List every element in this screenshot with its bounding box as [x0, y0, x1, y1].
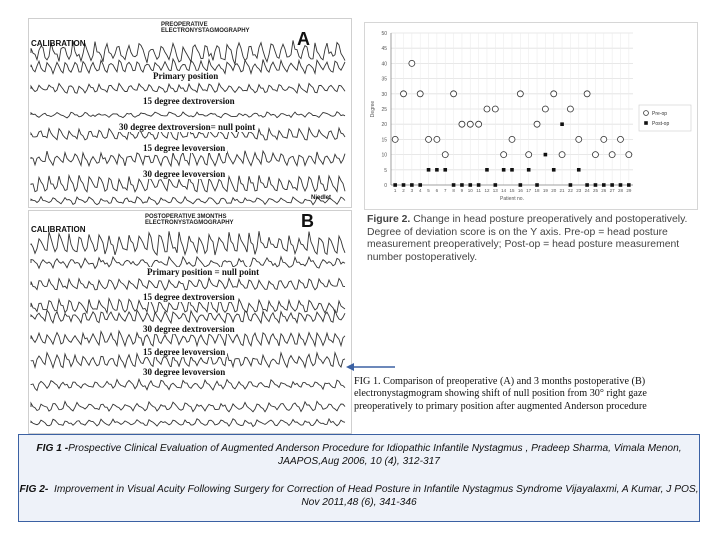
- data-point-postop: [477, 183, 481, 187]
- data-point-postop: [619, 183, 623, 187]
- x-tick-label: 7: [443, 188, 447, 193]
- panel-a-letter: A: [297, 29, 310, 49]
- data-point-postop: [527, 168, 531, 172]
- eng-trace-line: [31, 112, 345, 118]
- x-tick-label: 29: [626, 188, 632, 193]
- x-tick-label: 6: [435, 188, 439, 193]
- data-point-preop: [409, 60, 415, 66]
- y-tick-label: 20: [381, 122, 387, 129]
- data-point-postop: [410, 183, 414, 187]
- data-point-preop: [617, 136, 623, 142]
- eng-trace-line: [31, 310, 345, 323]
- legend-box: [639, 105, 691, 131]
- data-point-preop: [601, 136, 607, 142]
- data-point-preop: [442, 152, 448, 158]
- data-point-preop: [426, 136, 432, 142]
- data-point-postop: [519, 183, 523, 187]
- data-point-preop: [451, 91, 457, 97]
- y-tick-label: 5: [384, 167, 387, 174]
- data-point-postop: [435, 168, 439, 172]
- eng-panel-a: [28, 18, 352, 208]
- x-tick-label: 3: [410, 188, 414, 193]
- x-tick-label: 8: [452, 188, 455, 193]
- x-tick-label: 10: [467, 188, 473, 193]
- y-tick-label: 0: [384, 183, 387, 189]
- x-tick-label: 22: [567, 188, 573, 193]
- data-point-postop: [452, 183, 456, 187]
- data-point-preop: [417, 91, 423, 97]
- data-point-preop: [467, 121, 473, 127]
- data-point-preop: [526, 152, 532, 158]
- x-tick-label: 13: [492, 188, 498, 193]
- panel-b-header: POSTOPERATIVE 3MONTHS ELECTRONYSTAGMOGRAPHY: [145, 214, 234, 226]
- trace-label-b-levo15: 15 degree levoversion: [143, 347, 226, 357]
- reference-fig2-text: Improvement in Visual Acuity Following Surgery for Correction of Head Posture in Infantile Nystagmus Syndrome Vijayalaxmi, A Kumar, J POS, Nov 2011,48 (6), 341-346: [54, 484, 699, 508]
- y-tick-label: 30: [381, 91, 387, 98]
- figure2-caption: [367, 214, 697, 264]
- x-tick-label: 12: [484, 188, 490, 193]
- data-point-postop: [610, 183, 614, 187]
- y-tick-label: 50: [381, 31, 387, 37]
- eng-trace-line: [31, 401, 345, 411]
- eng-trace-line: [31, 379, 345, 390]
- legend-marker-postop: [644, 121, 648, 125]
- x-tick-label: 25: [592, 188, 598, 193]
- data-point-preop: [434, 136, 440, 142]
- x-tick-label: 5: [427, 188, 430, 193]
- y-tick-label: 25: [381, 107, 387, 113]
- eng-trace-line: [31, 278, 345, 290]
- x-tick-label: 19: [542, 188, 548, 193]
- figure1-caption: FIG 1. Comparison of preoperative (A) and 3 months postoperative (B) electronystagmogram showing shift of null position from 30° right gaze preoperatively to primary position after augmented Anderson procedure: [354, 376, 647, 412]
- legend-label-preop: Pre-op: [652, 111, 668, 117]
- legend-marker-preop: [644, 111, 649, 116]
- data-point-preop: [517, 91, 523, 97]
- references-box: [18, 434, 700, 522]
- data-point-preop: [534, 121, 540, 127]
- eng-panel-b: [28, 210, 352, 434]
- legend-label-postop: Post-op: [652, 121, 670, 127]
- panel-a-calibration: CALIBRATION: [31, 39, 86, 48]
- data-point-preop: [567, 106, 573, 112]
- data-point-postop: [577, 168, 581, 172]
- trace-label-b-levo30: 30 degree levoversion: [143, 367, 226, 377]
- y-tick-label: 35: [381, 76, 387, 83]
- trace-label-a-dextro15: 15 degree dextroversion: [143, 96, 235, 106]
- x-axis-label: Patient no.: [500, 196, 524, 202]
- data-point-preop: [542, 106, 548, 112]
- data-point-preop: [501, 152, 507, 158]
- data-point-postop: [585, 183, 589, 187]
- trace-label-a-levo30: 30 degree levoversion: [143, 169, 226, 179]
- reference-fig1-text: Prospective Clinical Evaluation of Augmented Anderson Procedure for Idiopathic Infantile Nystagmus , Pradeep Sharma, Vimala Menon, JAAPOS,Aug 2006, 10 (4), 312-317: [68, 443, 682, 467]
- data-point-postop: [502, 168, 506, 172]
- data-point-postop: [569, 183, 573, 187]
- x-tick-label: 26: [601, 188, 607, 193]
- x-tick-label: 4: [418, 188, 422, 193]
- eng-traces-b: [29, 211, 351, 433]
- data-point-preop: [626, 152, 632, 158]
- data-point-preop: [551, 91, 557, 97]
- panel-b-calibration: CALIBRATION: [31, 225, 86, 234]
- x-tick-label: 18: [534, 188, 540, 193]
- trace-label-b-primary: Primary position = null point: [147, 267, 260, 277]
- reference-fig2-label: FIG 2-: [19, 484, 49, 495]
- data-point-postop: [494, 183, 498, 187]
- x-tick-label: 9: [460, 188, 464, 193]
- data-point-preop: [509, 136, 515, 142]
- reference-fig1-label: FIG 1 -: [36, 443, 69, 454]
- figure2-caption-text: Change in head posture preoperatively and postoperatively. Degree of deviation score is on the Y axis. Pre-op = head posture measurement preoperatively; Post-op = head posture measurement number postoperatively.: [367, 214, 688, 263]
- trace-label-b-dextro30: 30 degree dextroversion: [143, 324, 235, 334]
- data-point-preop: [476, 121, 482, 127]
- y-tick-label: 40: [381, 61, 387, 68]
- data-point-preop: [459, 121, 465, 127]
- scatter-chart: [365, 23, 697, 209]
- data-point-preop: [392, 136, 398, 142]
- y-axis-label: Degree: [370, 100, 376, 118]
- data-point-postop: [443, 168, 447, 172]
- data-point-preop: [484, 106, 490, 112]
- data-point-postop: [510, 168, 514, 172]
- eng-trace-line: [31, 231, 345, 255]
- y-tick-label: 15: [381, 137, 387, 144]
- trace-label-b-dextro15: 15 degree dextroversion: [143, 292, 235, 302]
- x-tick-label: 17: [526, 188, 532, 193]
- panel-a-corner-label: Niedlet: [311, 195, 332, 201]
- data-point-postop: [602, 183, 606, 187]
- figure2-chart: [364, 22, 698, 210]
- trace-label-a-primary: Primary position: [153, 71, 219, 81]
- x-tick-label: 27: [609, 188, 615, 193]
- data-point-postop: [393, 183, 397, 187]
- data-point-preop: [609, 152, 615, 158]
- data-point-postop: [468, 183, 472, 187]
- trace-label-a-levo15: 15 degree levoversion: [143, 143, 226, 153]
- data-point-preop: [576, 136, 582, 142]
- data-point-preop: [492, 106, 498, 112]
- y-tick-label: 10: [381, 152, 387, 159]
- data-point-postop: [560, 122, 564, 126]
- reference-fig1: [19, 442, 699, 468]
- reference-fig2: [19, 483, 699, 509]
- eng-trace-line: [31, 197, 345, 205]
- x-tick-label: 2: [402, 188, 405, 193]
- data-point-postop: [535, 183, 539, 187]
- data-point-preop: [592, 152, 598, 158]
- panel-b-letter: B: [301, 211, 314, 231]
- data-point-postop: [485, 168, 489, 172]
- y-tick-label: 45: [381, 46, 387, 53]
- data-point-postop: [402, 183, 406, 187]
- data-point-preop: [559, 152, 565, 158]
- data-point-postop: [460, 183, 464, 187]
- data-point-postop: [594, 183, 598, 187]
- x-tick-label: 23: [576, 188, 582, 193]
- data-point-postop: [427, 168, 431, 172]
- figure2-caption-label: Figure 2.: [367, 214, 411, 225]
- eng-trace-line: [31, 419, 345, 427]
- x-tick-label: 28: [617, 188, 623, 193]
- data-point-preop: [584, 91, 590, 97]
- x-tick-label: 16: [517, 188, 523, 193]
- data-point-postop: [544, 153, 548, 157]
- x-tick-label: 24: [584, 188, 590, 193]
- data-point-postop: [552, 168, 556, 172]
- trace-label-a-dextro30: 30 degree dextroversion= null point: [119, 122, 256, 132]
- x-tick-label: 21: [559, 188, 565, 193]
- data-point-preop: [401, 91, 407, 97]
- x-tick-label: 11: [476, 188, 481, 193]
- eng-trace-line: [31, 83, 345, 93]
- panel-a-header: PREOPERATIVE ELECTRONYSTAGMOGRAPHY: [161, 22, 250, 34]
- x-tick-label: 15: [509, 188, 515, 193]
- x-tick-label: 20: [551, 188, 557, 193]
- data-point-postop: [418, 183, 422, 187]
- x-tick-label: 1: [393, 188, 397, 193]
- x-tick-label: 14: [501, 188, 507, 193]
- data-point-postop: [627, 183, 631, 187]
